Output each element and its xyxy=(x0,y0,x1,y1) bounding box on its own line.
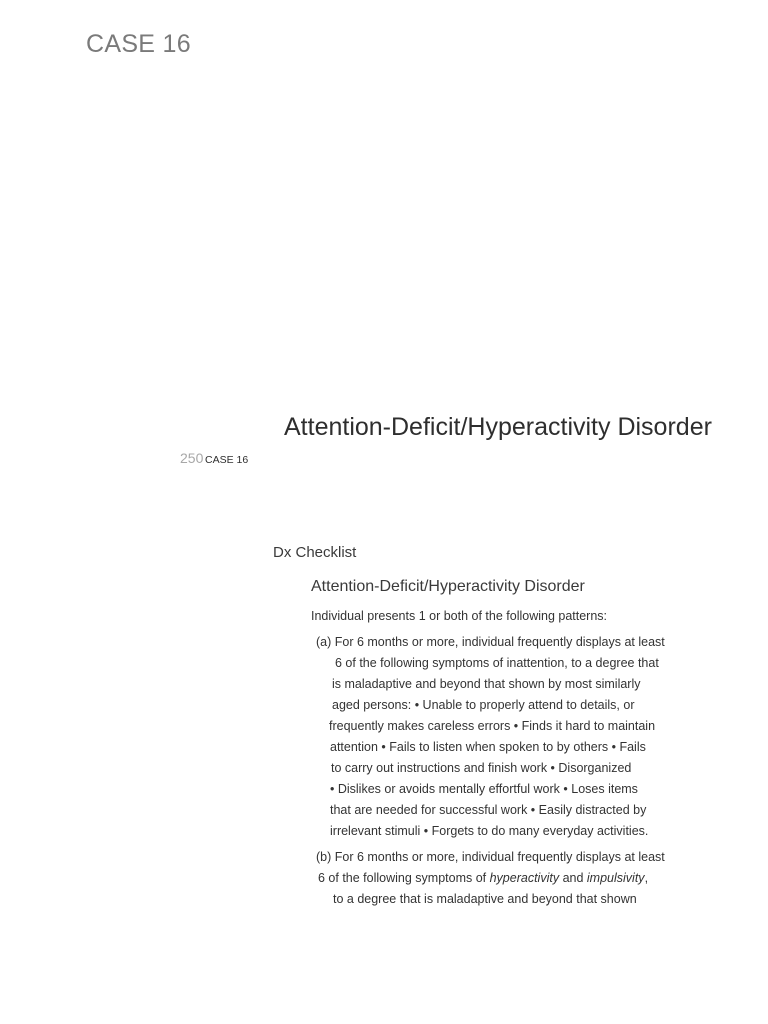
criterion-b-text: 6 of the following symptoms of xyxy=(318,871,490,885)
criterion-a-line: attention • Fails to listen when spoken to by others • Fails xyxy=(330,740,646,754)
criterion-a-line: to carry out instructions and finish work • Disorganized xyxy=(331,761,632,775)
criterion-a-line: is maladaptive and beyond that shown by most similarly xyxy=(332,677,641,691)
criterion-b-line: (b) For 6 months or more, individual frequently displays at least xyxy=(316,850,665,864)
criterion-b-text: and xyxy=(559,871,587,885)
criterion-a-line: 6 of the following symptoms of inattention, to a degree that xyxy=(335,656,659,670)
hyperactivity-term: hyperactivity xyxy=(489,871,560,885)
criterion-b-line: to a degree that is maladaptive and beyond that shown xyxy=(333,892,637,906)
checklist-intro: Individual presents 1 or both of the following patterns: xyxy=(311,609,608,623)
disorder-name: Attention-Deficit/Hyperactivity Disorder xyxy=(311,578,585,595)
dx-checklist-heading: Dx Checklist xyxy=(273,544,357,561)
criterion-b-text: , xyxy=(644,871,649,885)
criterion-b-line xyxy=(318,871,648,885)
impulsivity-term: impulsivity xyxy=(586,871,645,885)
chapter-title: Attention-Deficit/Hyperactivity Disorder xyxy=(284,413,712,441)
criterion-a-line: aged persons: • Unable to properly attend to details, or xyxy=(332,698,635,712)
case-header: CASE 16 xyxy=(86,30,191,58)
criterion-a-line: (a) For 6 months or more, individual frequently displays at least xyxy=(316,635,665,649)
criterion-a-line: irrelevant stimuli • Forgets to do many everyday activities. xyxy=(330,824,649,838)
criterion-a-line: frequently makes careless errors • Finds it hard to maintain xyxy=(329,719,656,733)
criterion-a-line: • Dislikes or avoids mentally effortful work • Loses items xyxy=(330,782,638,796)
page-number: 250 xyxy=(180,450,204,466)
running-head: CASE 16 xyxy=(205,454,249,466)
criterion-a-line: that are needed for successful work • Easily distracted by xyxy=(330,803,647,817)
